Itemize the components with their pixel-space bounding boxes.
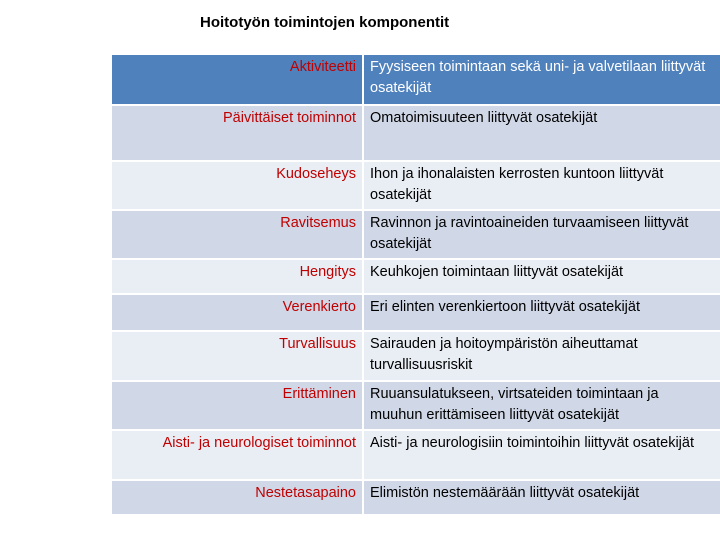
row-label: Hengitys	[112, 259, 363, 294]
page-title: Hoitotyön toimintojen komponentit	[200, 14, 450, 31]
row-label: Verenkierto	[112, 294, 363, 331]
table-row	[112, 480, 720, 515]
row-label: Turvallisuus	[112, 331, 363, 381]
table-row	[112, 210, 720, 259]
components-table	[112, 55, 720, 516]
row-description: Ihon ja ihonalaisten kerrosten kuntoon liittyvät osatekijät	[363, 161, 720, 210]
row-label: Nestetasapaino	[112, 480, 363, 515]
row-label: Aisti- ja neurologiset toiminnot	[112, 430, 363, 480]
row-label: Ravitsemus	[112, 210, 363, 259]
row-description: Omatoimisuuteen liittyvät osatekijät	[363, 105, 720, 161]
table-row	[112, 55, 720, 105]
row-description: Keuhkojen toimintaan liittyvät osatekijät	[363, 259, 720, 294]
table-row	[112, 381, 720, 430]
row-description: Aisti- ja neurologisiin toimintoihin liittyvät osatekijät	[363, 430, 720, 480]
row-label: Päivittäiset toiminnot	[112, 105, 363, 161]
table-row	[112, 331, 720, 381]
row-description: Elimistön nestemäärään liittyvät osatekijät	[363, 480, 720, 515]
table-row	[112, 105, 720, 161]
row-label: Erittäminen	[112, 381, 363, 430]
row-description: Ruuansulatukseen, virtsateiden toimintaan ja muuhun erittämiseen liittyvät osatekijät	[363, 381, 720, 430]
row-description: Fyysiseen toimintaan sekä uni- ja valvetilaan liittyvät osatekijät	[363, 55, 720, 105]
table-row	[112, 294, 720, 331]
table-row	[112, 161, 720, 210]
row-description: Eri elinten verenkiertoon liittyvät osatekijät	[363, 294, 720, 331]
row-label: Aktiviteetti	[112, 55, 363, 105]
table-row	[112, 259, 720, 294]
row-label: Kudoseheys	[112, 161, 363, 210]
row-description: Ravinnon ja ravintoaineiden turvaamiseen liittyvät osatekijät	[363, 210, 720, 259]
table-row	[112, 430, 720, 480]
row-description: Sairauden ja hoitoympäristön aiheuttamat turvallisuusriskit	[363, 331, 720, 381]
